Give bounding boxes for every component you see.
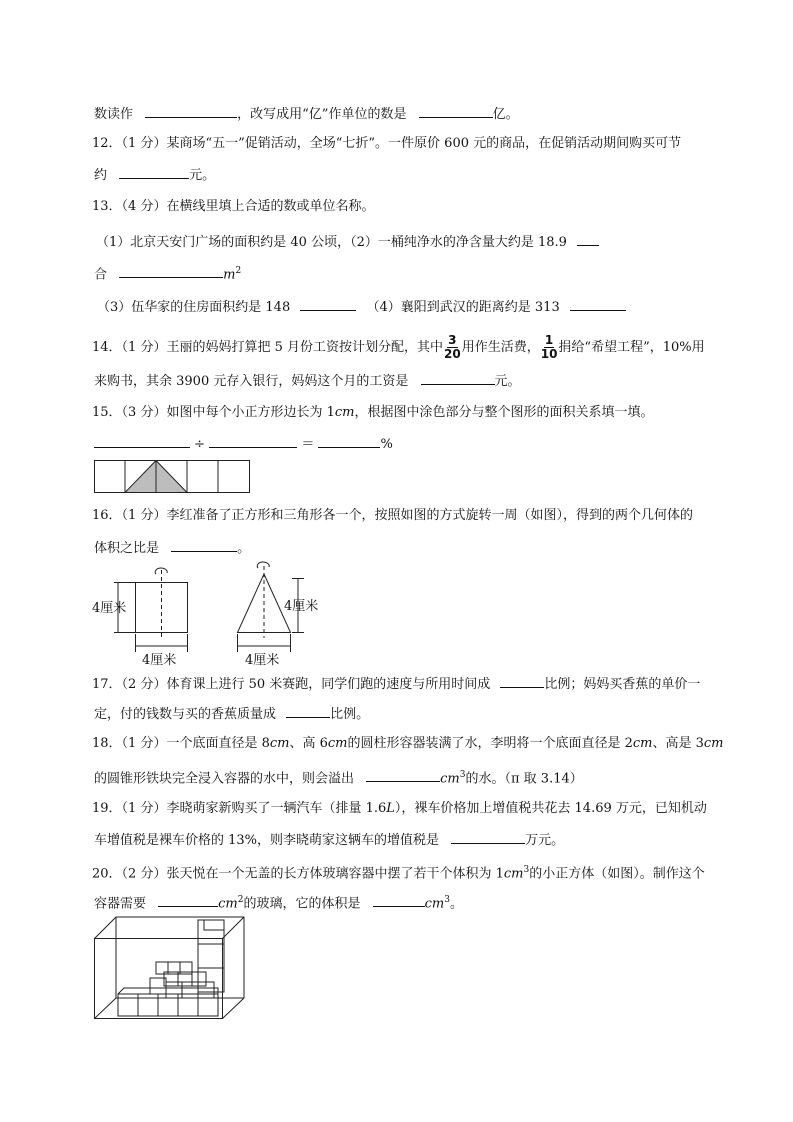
- unit-cm: cm: [269, 736, 290, 751]
- q20-blank-1[interactable]: [158, 893, 218, 907]
- cube: [138, 994, 158, 1016]
- q13-part-4: （4）襄阳到武汉的距离约是 313: [366, 300, 560, 315]
- q14-text-5: 元。: [494, 374, 521, 389]
- q12-number: 12．（1 分）: [92, 136, 167, 151]
- q17-text-4: 比例。: [330, 707, 370, 722]
- q15-figure: [94, 460, 254, 494]
- q12-line-2: [94, 165, 215, 185]
- q12-text-2a: 约: [94, 168, 108, 183]
- q20-line-1: [92, 861, 705, 883]
- q19-text-4: 万元。: [525, 833, 565, 848]
- q18-text-1: 一个底面直径是 8: [166, 736, 270, 751]
- q11-text-b: ，改写成用“亿”作单位的数是: [237, 107, 407, 122]
- q13-text: 在横线里填上合适的数或单位名称。: [166, 199, 375, 214]
- q20-number: 20．（2 分）: [92, 866, 167, 882]
- q13-blank-2[interactable]: [577, 232, 599, 246]
- q13-number: 13．（4 分）: [92, 199, 167, 214]
- q15-blank-1[interactable]: [94, 434, 190, 448]
- rotation-arrow-icon: [257, 562, 269, 568]
- q11-blank-2[interactable]: [419, 104, 493, 118]
- q15-blank-2[interactable]: [209, 434, 297, 448]
- q18-text-4: 、高是 3: [652, 736, 704, 751]
- cube: [182, 982, 198, 998]
- q13-unit-m: m: [223, 267, 236, 283]
- q17-line-1: [92, 674, 700, 694]
- q13-blank-4[interactable]: [570, 297, 626, 311]
- unit-cm: cm: [218, 896, 238, 912]
- q14-line-1: [92, 334, 705, 361]
- q14-number: 14．（1 分）: [92, 340, 167, 355]
- q19-text-2: ），裸车价格加上增值税共花去 14.69 万元，已知机动: [394, 801, 707, 816]
- q19-text-3: 车增值税是裸车价格的 13%，则李晓萌家这辆车的增值税是: [94, 833, 440, 848]
- q16-blank[interactable]: [171, 538, 237, 552]
- q20-text-4: 的玻璃，它的体积是: [243, 896, 361, 912]
- cube: [178, 994, 198, 1016]
- q17-number: 17．（2 分）: [92, 677, 167, 692]
- cube: [166, 982, 182, 998]
- q13-line-2: [96, 232, 599, 252]
- cube-row-top: [118, 988, 218, 994]
- square-width-label: 4厘米: [142, 653, 177, 668]
- unit-exp: 3: [523, 865, 530, 875]
- q16-text-1: 李红准备了正方形和三角形各一个，按照如图的方式旋转一周（如图），得到的两个几何体的: [166, 508, 693, 523]
- q12-text-2b: 元。: [189, 168, 216, 183]
- q15-unit: cm: [334, 405, 355, 420]
- q13-line-1: [92, 198, 374, 216]
- q19-number: 19．（1 分）: [92, 801, 167, 816]
- q20-text-2: 的小正方体（如图）。制作这个: [529, 866, 705, 882]
- square-height-label: 4厘米: [92, 601, 127, 616]
- q18-text-5: 的圆锥形铁块完全浸入容器的水中，则会溢出: [94, 771, 355, 787]
- q14-text-1: 王丽的妈妈打算把 5 月份工资按计划分配，其中: [166, 340, 443, 355]
- q20-line-2: [94, 891, 463, 913]
- unit-exp: 3: [459, 770, 466, 780]
- q17-blank-2[interactable]: [286, 704, 330, 718]
- q15-text-2: ，根据图中涂色部分与整个图形的面积关系填一填。: [354, 405, 654, 420]
- q11-line: [94, 104, 519, 124]
- q15-line-1: [92, 404, 653, 422]
- q17-text-3: 定，付的钱数与买的香蕉质量成: [94, 707, 277, 722]
- q15-number: 15．（3 分）: [92, 405, 167, 420]
- q19-blank[interactable]: [451, 830, 525, 844]
- unit-cm: cm: [503, 866, 524, 882]
- fraction-numerator: 1: [544, 333, 554, 347]
- q11-text-a: 数读作: [94, 107, 134, 122]
- triangle-width-label: 4厘米: [245, 653, 280, 668]
- equals-sign: ＝: [301, 437, 315, 452]
- q11-blank-1[interactable]: [145, 104, 237, 118]
- fraction-1-10: [541, 334, 558, 361]
- q18-text-6: 的水。（π 取 3.14）: [465, 771, 583, 787]
- q18-text-3: 的圆柱形容器装满了水，李明将一个底面直径是 2: [347, 736, 633, 751]
- container-hidden-edge: [95, 998, 117, 1019]
- q14-text-4: 来购书，其余 3900 元存入银行，妈妈这个月的工资是: [94, 374, 409, 389]
- q19-line-2: [94, 830, 564, 850]
- q13-text-he: 合: [94, 267, 108, 283]
- q14-blank[interactable]: [421, 371, 495, 385]
- unit-cm: cm: [424, 896, 445, 912]
- unit-cm: cm: [632, 736, 653, 751]
- q14-text-2: 用作生活费，: [461, 340, 540, 355]
- q19-text-1: 李晓萌家新购买了一辆汽车（排量 1.6: [166, 801, 387, 816]
- unit-liter: L: [386, 801, 395, 816]
- q13-unit-exp: 2: [235, 266, 242, 276]
- q20-cube-container-figure: [94, 914, 254, 1024]
- unit-exp: 2: [237, 895, 244, 905]
- unit-cm: cm: [703, 736, 724, 751]
- q13-part-1-2: （1）北京天安门广场的面积约是 40 公顷，（2）一桶纯净水的净含量大约是 18.9: [96, 235, 567, 250]
- q16-number: 16．（1 分）: [92, 508, 167, 523]
- unit-cm: cm: [440, 771, 460, 787]
- q18-text-2: 、高 6: [289, 736, 328, 751]
- q12-text-1: 某商场“五一”促销活动，全场“七折”。一件原价 600 元的商品，在促销活动期间购买可节: [166, 136, 682, 151]
- cube-top: [204, 920, 224, 930]
- q15-text-1: 如图中每个小正方形边长为 1: [166, 405, 335, 420]
- q14-text-3: 捐给“希望工程”，10%用: [558, 340, 705, 355]
- cube: [192, 972, 206, 986]
- q14-line-2: [94, 371, 521, 391]
- q16-text-3: 。: [237, 541, 251, 556]
- q12-blank[interactable]: [119, 165, 189, 179]
- q17-text-1: 体育课上进行 50 米赛跑，同学们跑的速度与所用时间成: [166, 677, 491, 692]
- q17-text-2: 比例；妈妈买香蕉的单价一: [544, 677, 701, 692]
- q13-blank-3[interactable]: [300, 297, 356, 311]
- unit-cm: cm: [327, 736, 348, 751]
- q13-blank-1[interactable]: [119, 264, 223, 278]
- q18-blank[interactable]: [366, 768, 440, 782]
- q18-line-1: [92, 735, 724, 753]
- triangle-height-label: 4厘米: [284, 599, 319, 614]
- q16-text-2: 体积之比是: [94, 541, 160, 556]
- q16-line-1: [92, 507, 693, 525]
- q13-part-3: （3）伍华家的住房面积约是 148: [97, 300, 291, 315]
- cube: [118, 994, 138, 1016]
- cube: [198, 944, 224, 968]
- fraction-denominator: 20: [444, 347, 461, 361]
- q20-text-3: 容器需要: [94, 896, 147, 912]
- q20-blank-2[interactable]: [373, 893, 425, 907]
- cube: [158, 994, 178, 1016]
- q11-text-c: 亿。: [492, 107, 519, 122]
- q20-text-1: 张天悦在一个无盖的长方体玻璃容器中摆了若干个体积为 1: [166, 866, 504, 882]
- divide-sign: ÷: [194, 437, 206, 452]
- q20-text-5: 。: [450, 896, 464, 912]
- q19-line-1: [92, 800, 707, 818]
- q15-blank-3[interactable]: [318, 434, 380, 448]
- q13-line-3: [94, 262, 241, 284]
- fraction-denominator: 10: [540, 347, 558, 361]
- fraction-3-20: [444, 334, 461, 361]
- q13-line-4: [97, 297, 626, 317]
- cube: [198, 994, 218, 1016]
- percent-sign: %: [380, 437, 393, 452]
- q18-line-2: [94, 766, 583, 788]
- q18-number: 18．（1 分）: [92, 736, 167, 751]
- q16-line-2: [94, 538, 250, 558]
- unit-exp: 3: [444, 895, 450, 905]
- q16-figure: [90, 560, 330, 670]
- q17-line-2: [94, 704, 369, 724]
- q17-blank-1[interactable]: [500, 674, 544, 688]
- q12-line-1: [92, 135, 681, 153]
- fraction-numerator: 3: [448, 333, 457, 347]
- container-edge: [223, 917, 245, 939]
- q15-equation: [94, 434, 393, 454]
